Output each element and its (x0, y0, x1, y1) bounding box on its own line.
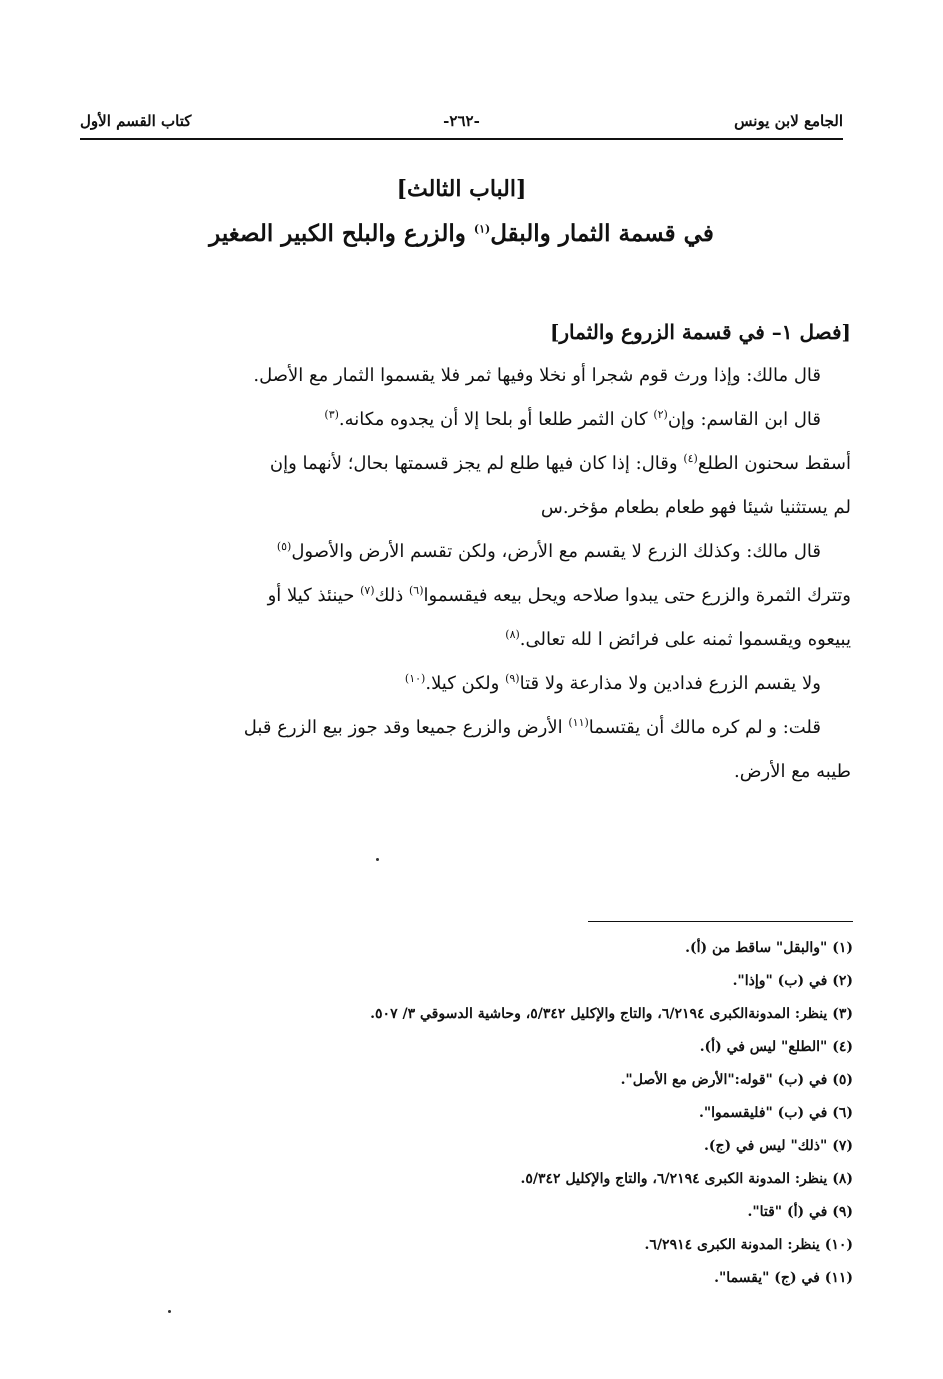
footnote-3: (٣) ينظر: المدونةالكبرى ٦/٢١٩٤، والتاج والإكليل ٥/٣٤٢، وحاشية الدسوقي ٣/ ٥٠٧. (370, 1006, 853, 1022)
footnote-9: (٩) في (أ) "قتا". (747, 1204, 853, 1220)
footnote-4: (٤) "الطلع" ليس في (أ). (699, 1039, 853, 1055)
subtitle-text-2: والزرع والبلح الكبير الصغير (209, 220, 474, 247)
running-header (80, 112, 843, 138)
footnote-ref: (١٠) (404, 672, 426, 685)
line-text: ذلك (374, 585, 409, 606)
line-text: كان الثمر طلعا أو بلحا إلا أن يجدوه مكانه. (338, 409, 654, 430)
header-rule (80, 138, 843, 140)
section-heading: [فصل ١– في قسمة الزروع والثمار] (549, 320, 851, 344)
line-text: ولا يقسم الزرع فدادين ولا مذارعة ولا قتا (519, 673, 821, 694)
text-line-3 (80, 442, 851, 486)
footnote-ref: (٧) (360, 584, 375, 597)
footnote-separator (588, 921, 853, 922)
subtitle-text-1: في قسمة الثمار والبقل (490, 220, 714, 247)
line-text: أسقط سحنون الطلع (697, 453, 851, 474)
footnote-ref: (٥) (276, 540, 292, 553)
body-text (80, 310, 851, 794)
text-line-5 (80, 530, 851, 574)
footnote-ref: (٣) (324, 408, 339, 421)
header-section-title: كتاب القسم الأول (80, 112, 192, 130)
text-line-10 (80, 750, 851, 794)
line-text: وقال: إذا كان فيها طلع لم يجز قسمتها بحال؛ لأنهما وإن (269, 453, 684, 474)
footnote-ref: (٢) (653, 408, 668, 421)
line-text: قال مالك: وكذلك الزرع لا يقسم مع الأرض، ولكن تقسم الأرض والأصول (291, 541, 821, 562)
line-text: وتترك الثمرة والزرع حتى يبدوا صلاحه ويحل بيعه فيقسموا (423, 585, 851, 606)
footnote-ref: (١١) (568, 716, 589, 729)
footnote-ref: (٩) (505, 672, 520, 685)
footnote-7: (٧) "ذلك" ليس في (ج). (703, 1138, 853, 1154)
footnote-ref: (٦) (409, 584, 424, 597)
footnote-8: (٨) ينظر: المدونة الكبرى ٦/٢١٩٤، والتاج والإكليل ٥/٣٤٢. (520, 1171, 853, 1187)
footnote-2: (٢) في (ب) "وإذا". (732, 973, 853, 989)
footnotes (200, 932, 853, 1295)
chapter-title: [الباب الثالث] (396, 176, 527, 202)
line-text: حينئذ كيلا أو (267, 585, 361, 606)
footnote-ref: (٤) (683, 452, 698, 465)
header-book-title: الجامع لابن يونس (734, 112, 843, 130)
line-text: قال مالك: وإذا ورث قوم شجرا أو نخلا وفيها ثمر فلا يقسموا الثمار مع الأصل. (253, 365, 821, 386)
text-line-8 (80, 662, 851, 706)
line-text: طيبه مع الأرض. (734, 761, 851, 782)
footnote-ref: (١) (473, 222, 491, 236)
page-number: -٢٦٢- (443, 112, 480, 130)
chapter-subtitle (80, 220, 843, 247)
footnote-6: (٦) في (ب) "فليقسموا". (699, 1105, 853, 1121)
footnote-ref: (٨) (505, 628, 520, 641)
text-line-4 (80, 486, 851, 530)
text-line-7 (80, 618, 851, 662)
line-text: لم يستثنيا شيئا فهو طعام بطعام مؤخر.س (540, 497, 851, 518)
footnote-1: (١) "والبقل" ساقط من (أ). (685, 940, 853, 956)
line-text: قال ابن القاسم: وإن (667, 409, 821, 430)
text-line-2 (80, 398, 851, 442)
text-line-9 (80, 706, 851, 750)
footnote-10: (١٠) ينظر: المدونة الكبرى ٦/٢٩١٤. (644, 1237, 853, 1253)
text-line-6 (80, 574, 851, 618)
footnote-5: (٥) في (ب) "قوله:"الأرض مع الأصل". (620, 1072, 853, 1088)
footnote-11: (١١) في (ج) "يقسما". (714, 1270, 853, 1286)
text-line-1 (80, 354, 851, 398)
scan-speck (168, 1310, 171, 1313)
line-text: ولكن كيلا. (425, 673, 506, 694)
scan-speck (376, 858, 379, 861)
line-text: الأرض والزرع جميعا وقد جوز بيع الزرع قبل (243, 717, 569, 738)
line-text: يبيعوه ويقسموا ثمنه على فرائض ا لله تعالى. (519, 629, 851, 650)
line-text: قلت: و لم كره مالك أن يقتسما (588, 717, 821, 738)
